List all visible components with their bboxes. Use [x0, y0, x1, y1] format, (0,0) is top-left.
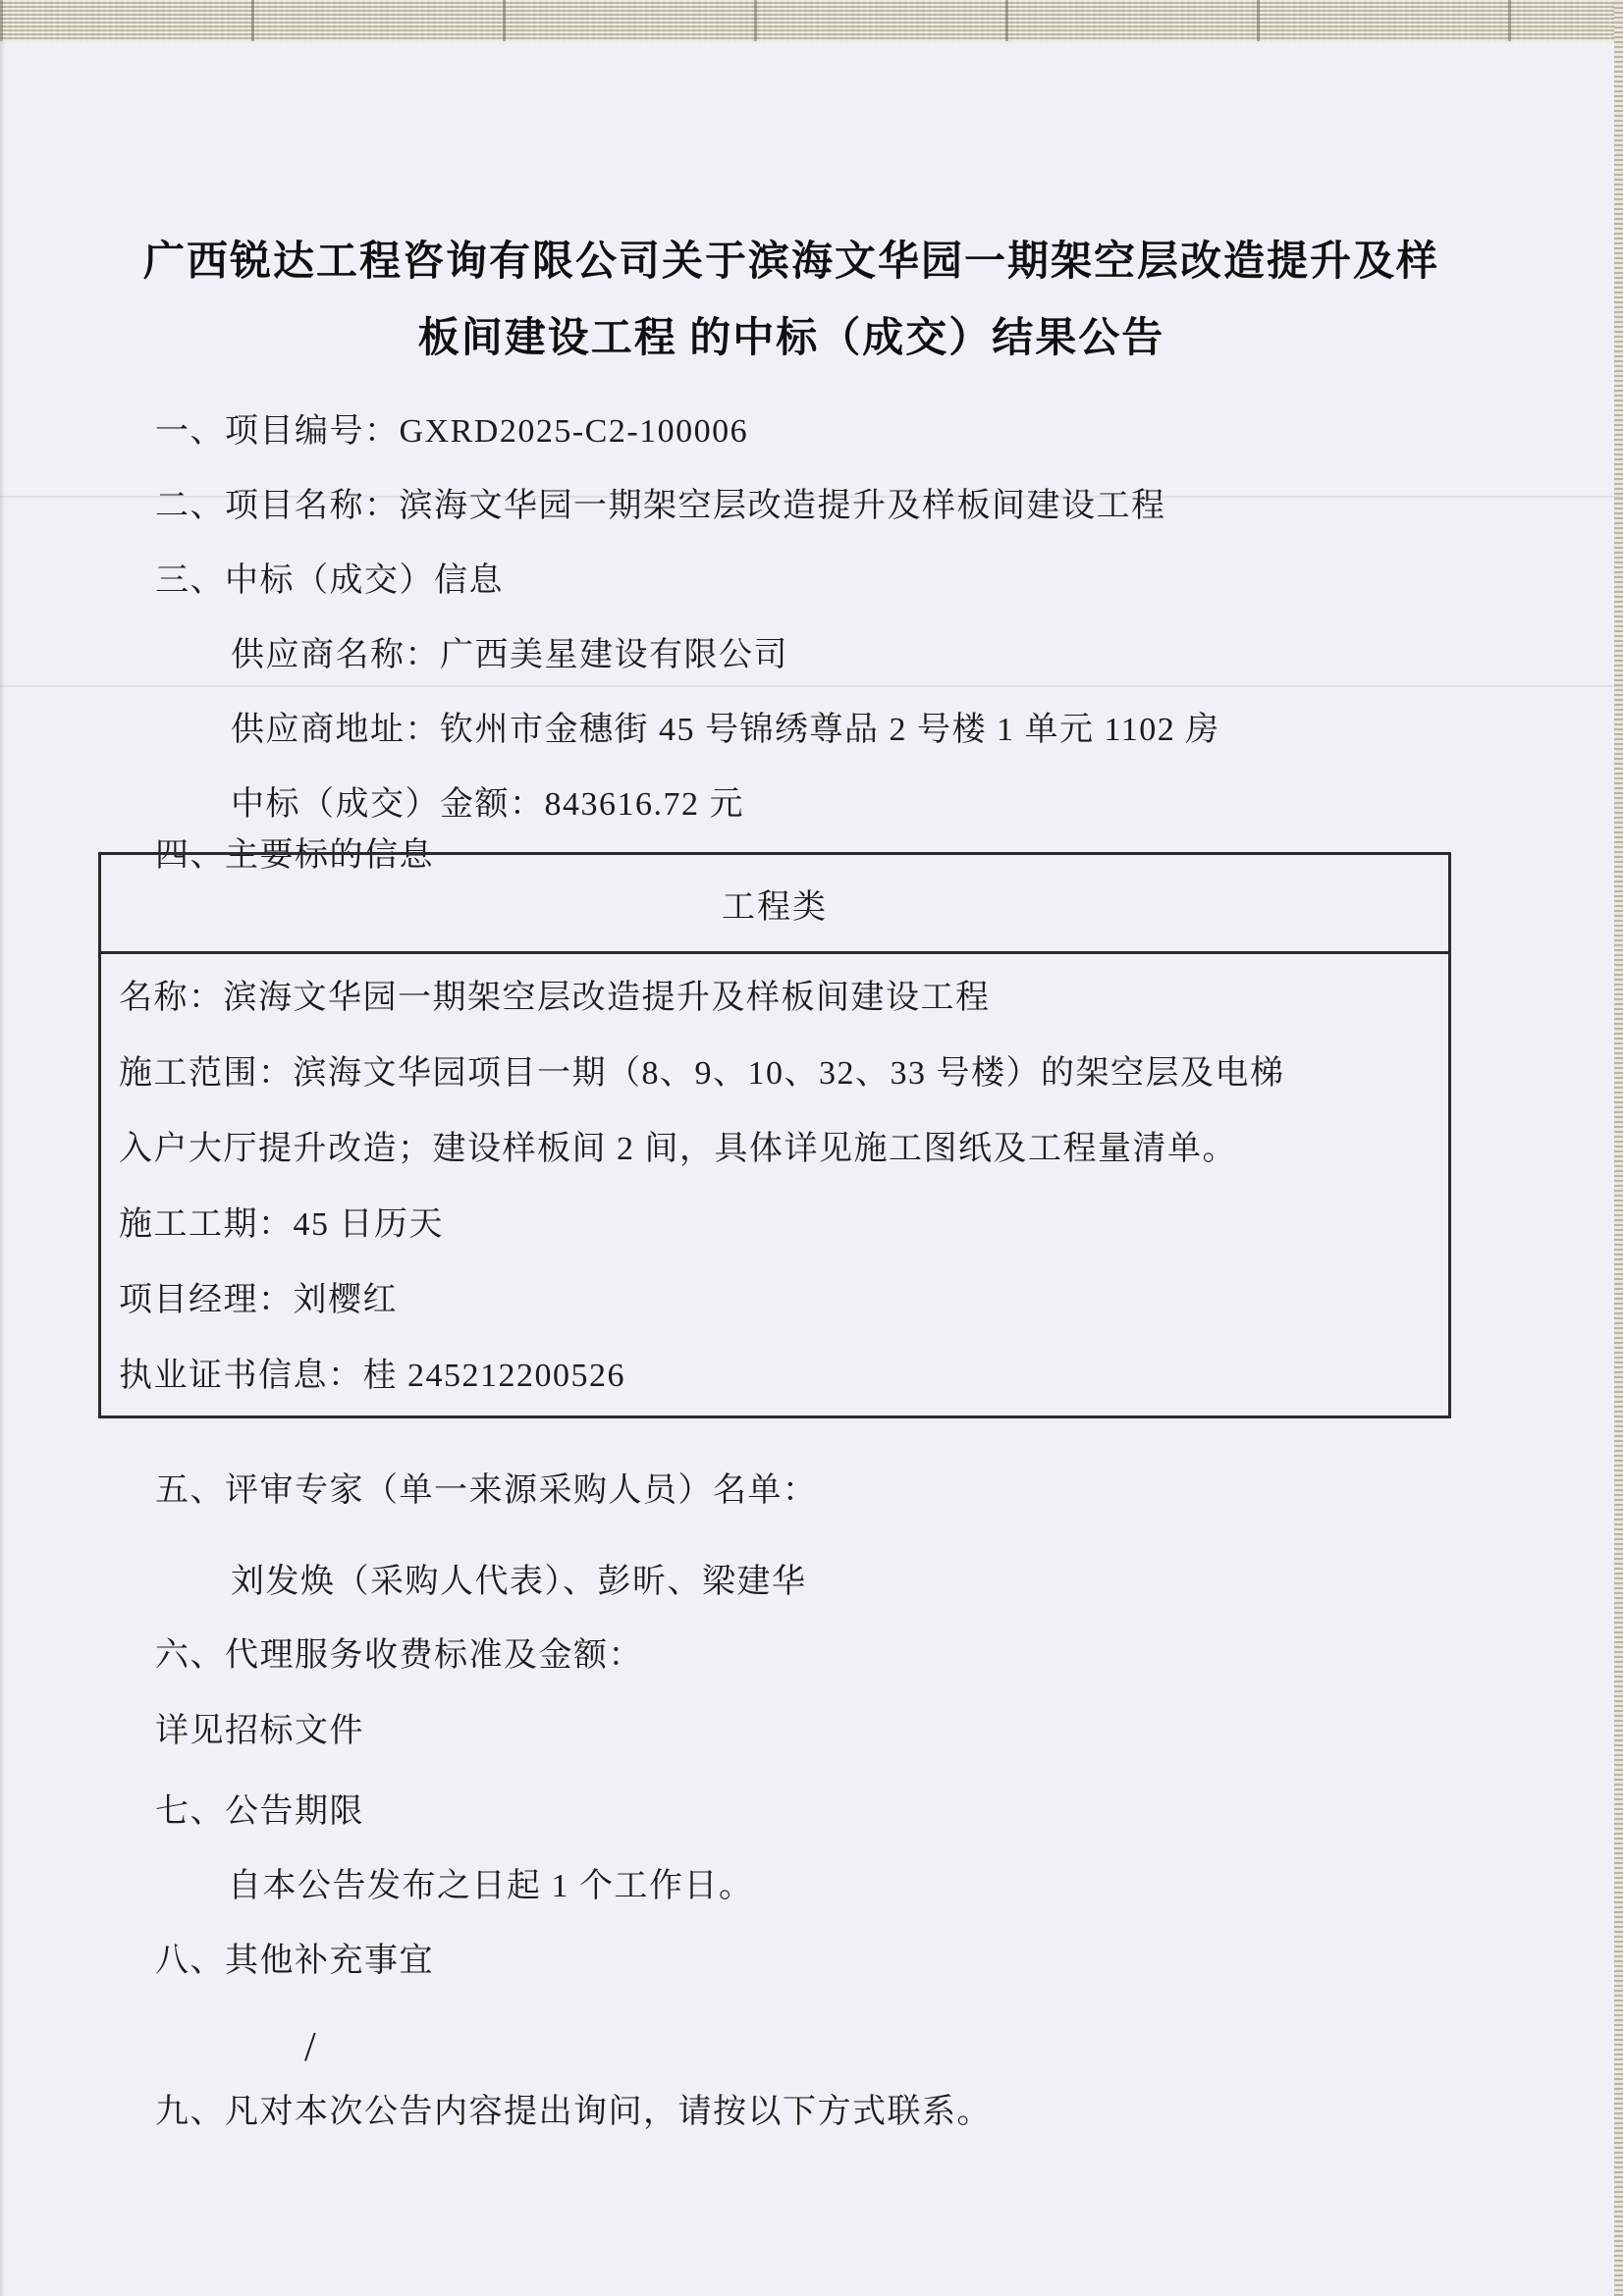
scan-line-artifact [0, 685, 1623, 687]
table-body-cell [101, 954, 1448, 1415]
supplier-name-line: 供应商名称：广西美星建设有限公司 [231, 637, 788, 673]
title-line-1: 广西锐达工程咨询有限公司关于滨海文华园一期架空层改造提升及样 [142, 240, 1439, 285]
table-header-cell: 工程类 [101, 855, 1448, 954]
table-line-certificate: 执业证书信息：桂 245212200526 [119, 1358, 625, 1394]
award-info-heading: 三、中标（成交）信息 [155, 562, 504, 599]
title-line-2: 板间建设工程 的中标（成交）结果公告 [417, 316, 1165, 361]
experts-heading: 五、评审专家（单一来源采购人员）名单： [155, 1472, 818, 1509]
other-matters-heading: 八、其他补充事宜 [155, 1943, 434, 1979]
contact-heading: 九、凡对本次公告内容提出询问，请按以下方式联系。 [155, 2094, 992, 2130]
other-matters-slash: / [304, 2025, 318, 2070]
table-line-name: 名称：滨海文华园一期架空层改造提升及样板间建设工程 [119, 980, 991, 1016]
table-line-duration: 施工工期：45 日历天 [119, 1206, 444, 1243]
period-heading: 七、公告期限 [155, 1793, 364, 1830]
scanner-edge-shadow-left [0, 41, 5, 2296]
project-name-line: 二、项目名称：滨海文华园一期架空层改造提升及样板间建设工程 [155, 488, 1166, 524]
award-amount-line: 中标（成交）金额：843616.72 元 [231, 786, 744, 823]
agency-fee-detail-line: 详见招标文件 [155, 1713, 364, 1749]
agency-fee-heading: 六、代理服务收费标准及金额： [155, 1637, 643, 1674]
table-line-manager: 项目经理：刘樱红 [119, 1282, 398, 1318]
project-number-line: 一、项目编号：GXRD2025-C2-100006 [155, 413, 749, 450]
main-subject-heading: 四、主要标的信息 [155, 837, 434, 874]
supplier-address-line: 供应商地址：钦州市金穗街 45 号锦绣尊品 2 号楼 1 单元 1102 房 [231, 712, 1220, 748]
period-detail-line: 自本公告发布之日起 1 个工作日。 [228, 1868, 754, 1904]
main-subject-table [98, 852, 1451, 1418]
scanner-edge-texture-top [0, 0, 1623, 43]
table-line-scope-2: 入户大厅提升改造；建设样板间 2 间，具体详见施工图纸及工程量清单。 [119, 1131, 1237, 1167]
scanner-edge-texture-right [1614, 0, 1623, 2296]
table-line-scope-1: 施工范围：滨海文华园项目一期（8、9、10、32、33 号楼）的架空层及电梯 [119, 1055, 1285, 1092]
experts-names-line: 刘发焕（采购人代表）、彭昕、梁建华 [231, 1564, 807, 1600]
document-title [0, 224, 1583, 377]
